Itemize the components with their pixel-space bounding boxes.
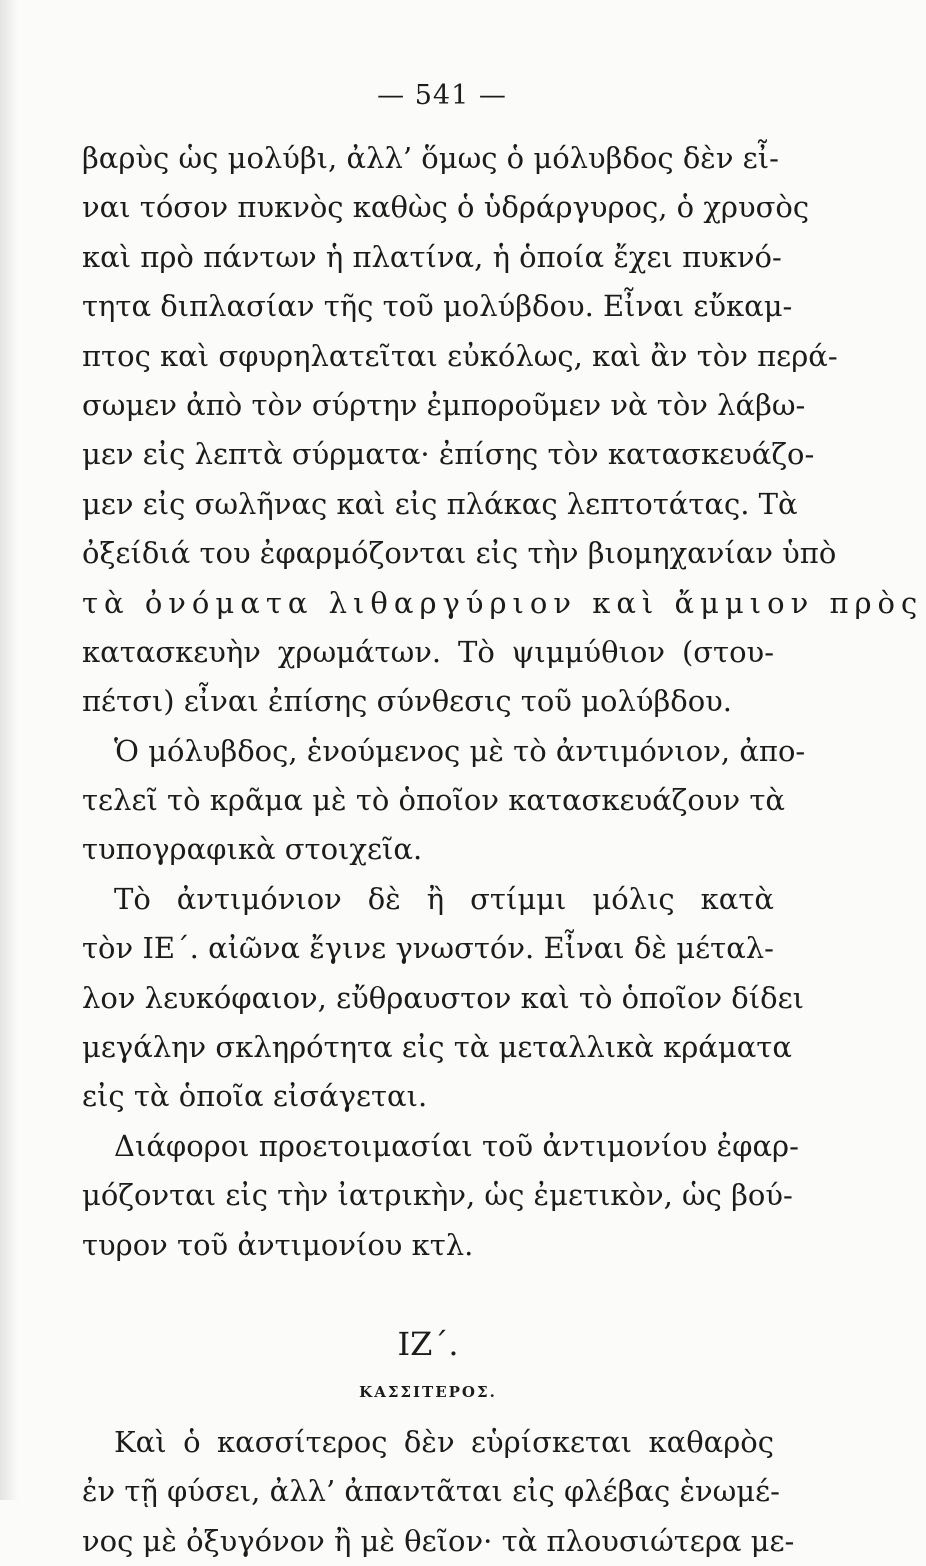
paragraph-lead-alloy xyxy=(82,727,806,875)
paragraph-lead-properties xyxy=(82,134,924,727)
text-line: μόζονται εἰς τὴν ἰατρικὴν, ὡς ἐμετικὸν, ὡς βού- xyxy=(82,1178,793,1213)
text-line: κατασκευὴν χρωμάτων. Τὸ ψιμμύθιον (στου- xyxy=(82,634,774,669)
text-line: ναι τόσον πυκνὸς καθὼς ὁ ὑδράργυρος, ὁ χρυσὸς xyxy=(82,190,810,225)
text-line: τὸν ΙΕ΄. αἰῶνα ἔγινε γνωστόν. Εἶναι δὲ μέταλ- xyxy=(82,931,774,966)
paragraph-antimony-medical xyxy=(82,1122,799,1270)
section-title: ΚΑΣΣΙΤΕΡΟΣ. xyxy=(359,1382,497,1401)
text-line: νος μὲ ὀξυγόνον ἢ μὲ θεῖον· τὰ πλουσιώτερα με- xyxy=(82,1523,795,1558)
text-line: μεγάλην σκληρότητα εἰς τὰ μεταλλικὰ κράματα xyxy=(82,1030,792,1065)
section-number: ΙΖ΄. xyxy=(397,1324,459,1363)
text-line: Καὶ ὁ κασσίτερος δὲν εὑρίσκεται καθαρὸς xyxy=(114,1424,774,1459)
text-line: πτος καὶ σφυρηλατεῖται εὐκόλως, καὶ ἂν τὸν περά- xyxy=(82,338,838,373)
text-line: Τὸ ἀντιμόνιον δὲ ἢ στίμμι μόλις κατὰ xyxy=(114,881,774,916)
text-line: τητα διπλασίαν τῆς τοῦ μολύβδου. Εἶναι εὔκαμ- xyxy=(82,289,793,324)
paragraph-antimony xyxy=(82,875,804,1122)
text-line: πέτσι) εἶναι ἐπίσης σύνθεσις τοῦ μολύβδου. xyxy=(82,684,733,719)
text-line: τελεῖ τὸ κρᾶμα μὲ τὸ ὁποῖον κατασκευάζουν τὰ xyxy=(82,783,785,818)
text-line: λον λευκόφαιον, εὔθραυστον καὶ τὸ ὁποῖον δίδει xyxy=(82,980,804,1015)
text-line: τυρον τοῦ ἀντιμονίου κτλ. xyxy=(82,1227,474,1262)
text-line: τὰ ὀνόματα λιθαργύριον καὶ ἄμμιον πρὸς xyxy=(82,585,924,620)
page-number: — 541 — xyxy=(377,80,507,111)
text-line: ἐν τῇ φύσει, ἀλλ’ ἀπαντᾶται εἰς φλέβας ἑνωμέ- xyxy=(82,1474,780,1509)
text-line: καὶ πρὸ πάντων ἡ πλατίνα, ἡ ὁποία ἔχει πυκνό- xyxy=(82,239,782,274)
text-line: σωμεν ἀπὸ τὸν σύρτην ἐμποροῦμεν νὰ τὸν λάβω- xyxy=(82,387,806,422)
page-edge-shadow xyxy=(0,0,18,1500)
text-line: μεν εἰς λεπτὰ σύρματα· ἐπίσης τὸν κατασκευάζο- xyxy=(82,437,815,472)
book-page xyxy=(82,78,924,1566)
text-line: μεν εἰς σωλῆνας καὶ εἰς πλάκας λεπτοτάτας. Τὰ xyxy=(82,486,798,521)
text-line: εἰς τὰ ὁποῖα εἰσάγεται. xyxy=(82,1079,428,1114)
text-line: Διάφοροι προετοιμασίαι τοῦ ἀντιμονίου ἐφαρ- xyxy=(114,1128,799,1163)
paragraph-tin xyxy=(82,1418,795,1566)
text-line: ὀξείδιά του ἐφαρμόζονται εἰς τὴν βιομηχανίαν ὑπὸ xyxy=(82,536,837,571)
text-line: Ὁ μόλυβδος, ἑνούμενος μὲ τὸ ἀντιμόνιον, ἀπο- xyxy=(114,733,806,768)
text-line: βαρὺς ὡς μολύβι, ἀλλ’ ὅμως ὁ μόλυβδος δὲν εἶ- xyxy=(82,141,779,175)
text-line: τυπογραφικὰ στοιχεῖα. xyxy=(82,832,423,867)
